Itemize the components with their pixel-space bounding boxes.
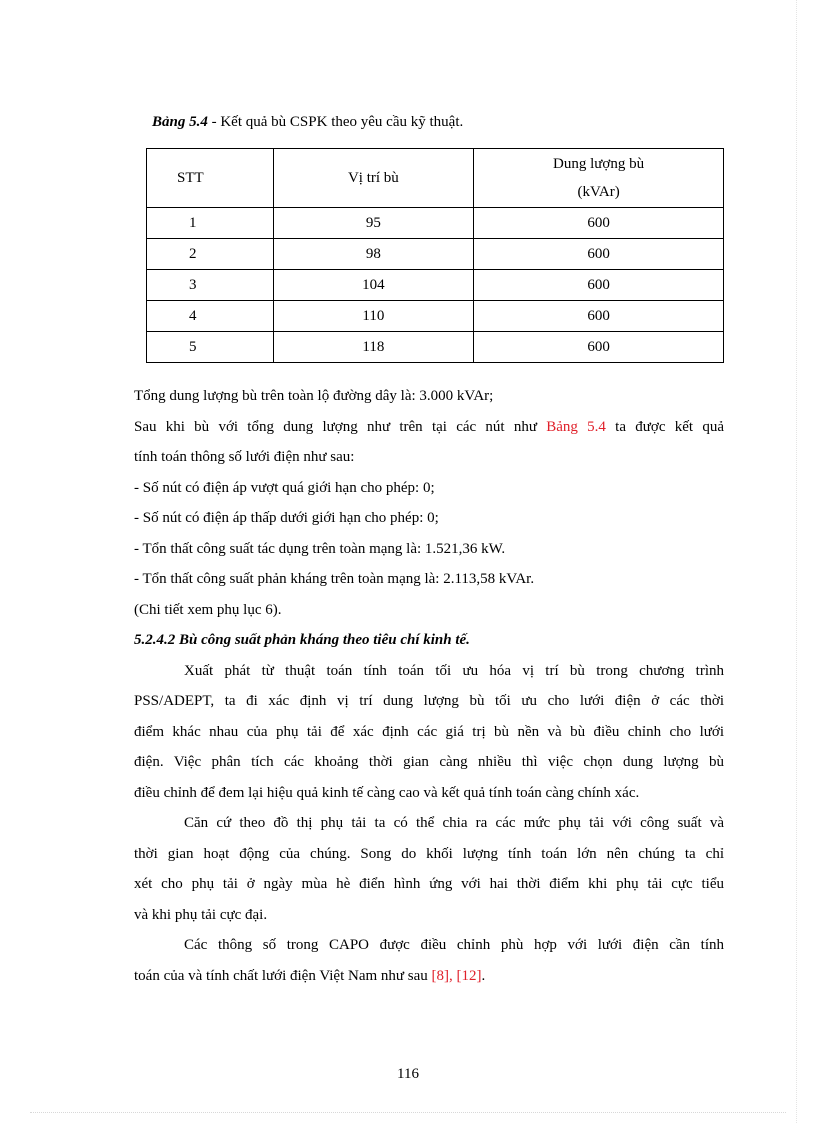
paragraph-line: điện. Việc phân tích các khoảng thời gian càng nhiều thì việc chọn dung lượng bù [134, 754, 724, 770]
header-capacity-line2: (kVAr) [577, 184, 620, 200]
cell-stt: 5 [147, 332, 274, 363]
paragraph-line: Căn cứ theo đồ thị phụ tải ta có thể chia ra các mức phụ tải với công suất và [184, 815, 724, 831]
header-capacity-line1: Dung lượng bù [553, 156, 645, 172]
header-stt: STT [147, 149, 274, 208]
result-intro-text: Sau khi bù với tổng dung lượng như trên tại các nút như [134, 418, 547, 435]
paragraph-line [134, 961, 724, 992]
cell-stt: 4 [147, 301, 274, 332]
table-header-row [147, 149, 724, 208]
table-row [147, 301, 724, 332]
paragraph-line: Các thông số trong CAPO được điều chỉnh phù hợp với lưới điện cần tính [184, 937, 724, 953]
result-intro-line [134, 412, 724, 443]
cell-capacity: 600 [474, 239, 724, 270]
cell-capacity: 600 [474, 301, 724, 332]
paragraph-line: điểm khác nhau của phụ tải để xác định các giá trị bù nền và bù điều chỉnh cho lưới [134, 723, 724, 740]
cell-location: 104 [273, 270, 474, 301]
cell-location: 118 [273, 332, 474, 363]
paragraph-text: toán của và tính chất lưới điện Việt Nam như sau [134, 967, 432, 984]
table-row [147, 270, 724, 301]
table-reference-link[interactable]: Bảng 5.4 [546, 418, 606, 435]
paragraph-line: PSS/ADEPT, ta đi xác định vị trí dung lượng bù tối ưu cho lưới điện ở các thời [134, 693, 724, 709]
citation-link[interactable]: [8], [12] [431, 967, 482, 984]
paragraph-line: Xuất phát từ thuật toán tính toán tối ưu hóa vị trí bù trong chương trình [184, 662, 724, 679]
table-caption [152, 114, 463, 131]
cell-location: 95 [273, 208, 474, 239]
paragraph-line: xét cho phụ tải ở ngày mùa hè điển hình ứng với hai thời điểm khi phụ tải cực tiểu [134, 876, 724, 892]
paragraph-line: và khi phụ tải cực đại. [134, 906, 268, 923]
appendix-note: (Chi tiết xem phụ lục 6). [134, 601, 282, 618]
header-location: Vị trí bù [273, 149, 474, 208]
table-caption-label: Bảng 5.4 [152, 114, 208, 130]
bullet-item: - Số nút có điện áp thấp dưới giới hạn cho phép: 0; [134, 510, 439, 526]
bullet-item: - Tổn thất công suất tác dụng trên toàn mạng là: 1.521,36 kW. [134, 540, 506, 557]
cell-stt: 3 [147, 270, 274, 301]
total-capacity-line: Tổng dung lượng bù trên toàn lộ đường dây là: 3.000 kVAr; [134, 388, 494, 404]
table-row [147, 208, 724, 239]
paragraph-end: . [481, 967, 486, 984]
header-capacity [474, 149, 724, 208]
cell-capacity: 600 [474, 332, 724, 363]
bullet-item: - Số nút có điện áp vượt quá giới hạn cho phép: 0; [134, 479, 435, 496]
cell-location: 110 [273, 301, 474, 332]
cell-stt: 2 [147, 239, 274, 270]
table-row [147, 332, 724, 363]
results-table [146, 148, 724, 363]
paragraph-line: thời gian hoạt động của chúng. Song do khối lượng tính toán lớn nên chúng ta chỉ [134, 845, 724, 862]
section-heading: 5.2.4.2 Bù công suất phản kháng theo tiêu chí kinh tế. [134, 632, 470, 648]
table-row [147, 239, 724, 270]
bullet-item: - Tổn thất công suất phản kháng trên toàn mạng là: 2.113,58 kVAr. [134, 571, 535, 587]
cell-location: 98 [273, 239, 474, 270]
table-caption-text: - Kết quả bù CSPK theo yêu cầu kỹ thuật. [207, 114, 464, 130]
page-border-bottom [30, 1112, 786, 1113]
cell-capacity: 600 [474, 270, 724, 301]
cell-stt: 1 [147, 208, 274, 239]
page-border-right [796, 0, 797, 1123]
result-intro-line2: tính toán thông số lưới điện như sau: [134, 449, 355, 465]
cell-capacity: 600 [474, 208, 724, 239]
result-intro-tail: ta được kết quả [605, 418, 724, 435]
paragraph-line: điều chỉnh để đem lại hiệu quả kinh tế càng cao và kết quả tính toán càng chính xác. [134, 784, 640, 801]
body-text [134, 381, 724, 991]
page-number: 116 [397, 1066, 419, 1082]
